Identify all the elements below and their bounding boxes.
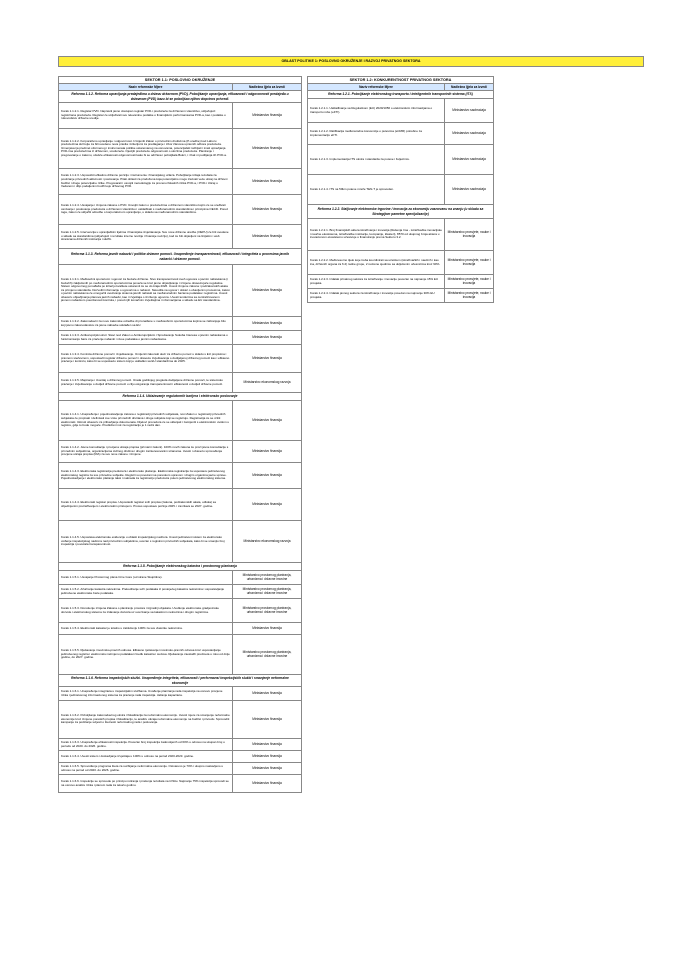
responsible-institution: Ministarstvo ekonomskog razvoja xyxy=(243,538,291,543)
measure-text: Korak 1.2.2.2. Međuresorno tijelo koje treba koordinirati sa učešćem (istraživačkih i naučnih i kao ina, državnih organa za 6.2) radne grupe, 2 redovne sjednice sa uključenim učesnicima kroz 90%. xyxy=(308,251,445,274)
reform-heading: Reforma 1.2.2. Staljivanje elektronske trgovine / inovacija za ekonomiju zasnovanu na znanju (u skladu sa Strategijom pametne specijalizacije) xyxy=(307,205,494,219)
responsible-institution: Ministarstvo finansija xyxy=(252,448,282,453)
measure-text: Korak 1.2.1.4. ITS na 50km puteve mreže TEN-T je sproveden. xyxy=(308,175,445,204)
responsible-institution: Ministarstvo finansija xyxy=(252,690,282,695)
table-row xyxy=(58,401,302,441)
measure-text: Korak 1.2.2.1. Broj finansijskih aktera istraživanja i inovacija (Rešenja Ima - istraživačke inovacijske i naučne ekosistema, istraživačke institucije, kompanije, klasteri), 8570 od ukupnog broja aktera u inovacionom ekosistemu učestvuje u finansiranju prema Sektoru 3.2. xyxy=(308,219,445,250)
measure-text: Korak 1.1.6.2. Poboljšanje zakonodavnog okvira i fiskalizacija za neformalnu ekonomiju. Uvesti mjere za smanjenje neformalne ekonomije kroz izmjene poreskih propisa i fiskalizaciju, te analizu uticaja neformalne ekonomije na budžet i privredu. Sprovoditi kampanje za podizanje svijesti o štetnosti neformalnog rada i poslovanja. xyxy=(59,701,233,738)
measure-text: Korak 1.1.4.1. Unapređenje i pojednostavljenje zakona o registraciji privrednih subjekata, novi Zakon o registraciji privrednih subjekata će propisati i definisati sve vrste privrednih društava i druge subjekte koji se registruju. Registracija će se vršiti elektronski. Ukinuti obavezu za pribavljanje dokumenata. Dijelovi procedura će se uklanjati i zamijeniti s elektronskim uvidom u registre, gdje to bude moguće. Predloženi rok za registraciju je 1 radni dan. xyxy=(59,401,233,440)
measure-text: Korak 1.1.6.4. Uvesti sistem i dostavljanje izvještaja u 100% u odnosu na period 2020-2023. godine. xyxy=(59,751,233,762)
responsible-institution: Ministarstvo finansija xyxy=(252,765,282,770)
responsible-institution: Ministarstvo ekonomskog razvoja xyxy=(243,379,291,384)
document-page xyxy=(58,56,644,947)
left-table xyxy=(58,76,302,793)
measure-text: Korak 1.1.3.5. Mapiranje i izveštaj o državnoj pomoći. Izrada godišnjeg pregleda dodijeljene državne pomoći, te sistemsko praćenje i izvještavanje o dodjeli državne pomoći u cilju osiguranja transparentnosti i efikasnosti u dodjeli državne pomoći. xyxy=(59,373,233,392)
measure-text: Korak 1.1.6.3. Unapređenje efikasnosti inspekcija. Povećan broj inspekcija zadovoljenih od 60% u odnosu na ukupan broj u periodu od 2020. do 2026. godine. xyxy=(59,739,233,750)
table-row xyxy=(58,345,302,373)
table-row xyxy=(58,317,302,331)
responsible-institution: Ministarstvo finansija xyxy=(252,625,282,630)
table-row xyxy=(58,489,302,521)
table-row xyxy=(307,275,494,289)
measure-text: Korak 1.1.6.6. Inspekcije se sprovode po principu rotiranja i praćenja rezultata na tržištu. Najmanje 75% inspekcija sprovodi se na osnovu analize rizika i planom rada za tekuću godinu. xyxy=(59,775,233,792)
measure-text: Korak 1.1.2.2. Korporativno upravljanje i odgovornost. Izmijeniti Zakon o privrednim društvima (P-uredbe) kod Laboru preduzećima skl bojte za bili uvedene nova pravila i kriterijumi za predlaganje i izbor članova upravnih odbora preduzeća. Izmenjava ija predmet oformenog i instrumenata politike ustanovanog na osnovama, potencijalski razbijati i imati upravljanja PVD-ima preduzećima iz državnom, ureduzeća. Ojecijiti preduzeće odgovornosti o uloziima preduzeća. Planiranje i pregovaranje o zakonu, učešće efikasnosti odgovornosti kako bi se održava i poboljšala Bukci, i i Kak ni podtljanja tih PVD-a. xyxy=(59,129,233,168)
measure-text: Korak 1.1.4.5. Uspostava elektronske evidencije u oblasti inspekcijskog nadzora. Uvesti jedinstveni sistem za elektronsko vođenje inspekcijskog nadzora nad privrednim subjektima, uvezan s registrom privrednih subjekata, kako bi se smanjio broj inspekcija i povećala transparentnost. xyxy=(59,521,233,562)
reform-heading: Reforma 1.1.2. Reforma upravljanja predajeđima u državu državnom (PVD), Poboljšanje upravljanja, efikasnosti i odgovornosti predajeđa u državnom (PVD) bazu bi se poboljšao njihov doprinos privredi. xyxy=(58,91,302,103)
table-row xyxy=(58,103,302,129)
responsible-institution: Ministarstvo finansija xyxy=(252,780,282,785)
table-row xyxy=(58,521,302,563)
table-row xyxy=(307,145,494,175)
responsible-institution: Ministarstvo finansija xyxy=(252,472,282,477)
header-measure: Naziv reformske Mjere xyxy=(308,84,445,90)
reform-heading: Reforma 1.1.5. Poboljšanje elektronskog katastra i prostornog planiranja xyxy=(58,563,302,571)
measure-text: Korak 1.1.4.2. Javne konsultacije i procjena uticaja propisa (primarni zakoni). 100% novih zakona će proći javne konsultacije s privrednim subjektima, organizacijama civilnog društva i drugim zainteresovanim stranama. Uvesti i obavezu sprovođenja procjene uticaja propisa (RIA) za sve nove zakone i izmjene. xyxy=(59,441,233,462)
table-row xyxy=(307,123,494,145)
measure-text: Korak 1.2.1.3. Implementacija ITS okvira i standarda za puteve i željeznicu. xyxy=(308,145,445,174)
responsible-institution: Ministarstvo finansija xyxy=(252,112,282,117)
table-row xyxy=(58,623,302,635)
responsible-institution: Ministarstvo finansija xyxy=(252,741,282,746)
right-sector-title: SEKTOR 1.2: KONKURENTNOST PRIVATNOG SEKTORA xyxy=(307,76,494,84)
left-sector-title: SEKTOR 1.1: POSLOVNO OKRUŽENJE xyxy=(58,76,302,84)
measure-text: Korak 1.1.3.1. Međusobni sporazumi i ugovori za buduće državne. Nivo transparentnosti sveh ugovora o javnim nabavkama (i budućih) zaključenih po međunarodnim sporazumima poveća se kroz javno objavljivanje i izmjene obavezujuće regulative. Sistem odgovornog ponuđača po kriteriju kvalitete ustanovit će se do kraja 2026. Uvesti izmjene zakona i podzakonskih akata za primjenu standarda. Dozvoliti informacije o ugovorima u nabavci. Navodila na ugovor i dokaz o obavljenim procesima, zakon o javnim nabavkama će omogućiti uvezivanje sistema javnih nabavki sa međunarodnim bazama podataka i registrima. Uvesti obavezu objavljivanja planova javnih nabavki, kao i izvještaja o izvršenju ugovora. Uvesti tenderima sa centralizovanom javnom nabavkom pouzdanosti kontrola, i pored njih konačnim izvještajima i informacijama u skladu sa EU standardima. xyxy=(59,265,233,316)
responsible-institution: Ministarstvo prostornog planiranja, urbanizma i državne imovine xyxy=(242,605,292,614)
responsible-institution: Ministarstvo finansija xyxy=(252,287,282,292)
table-row xyxy=(58,775,302,793)
responsible-institution: Ministarstvo prosvjete, nauke i inovacija xyxy=(447,276,491,285)
measure-text: Korak 1.2.1.1. Usklađivanje sa Regulativom (EU) 2020/1056 o elektronskim informacijama o transportu robe (eFTI). xyxy=(308,99,445,122)
responsible-institution: Ministarstvo prosvjete, nauke i inovacija xyxy=(447,229,491,238)
right-table-header xyxy=(307,84,494,91)
measure-text: Korak 1.1.4.3. Elektronska registracija preduzeća i elektronsko plaćanje. Elektronska registracija za uspostavu jedinstvenog elektronskog registra za sve privredne subjekte. Registri su povezani sa poreskom upravom i drugim organima javne uprave. Pojednostavljenje i elektronsko plaćanje taksi i naknada za registraciju preduzeća putem jedinstvenog elektronskog sistema. xyxy=(59,463,233,488)
measure-text: Korak 1.1.3.3. Antikorupcijski okvir. Stavi novi Zakon o Antikorupcijskim i Sprečavanju Sukoba Interesa u javnim nabavkama o funkcionisanju baze za praćenje nabavki i nivoe podataka o javnim nabavkama. xyxy=(59,331,233,344)
header-institution: Nadležna Ijjela za Izvedi xyxy=(249,85,285,89)
responsible-institution: Ministarstvo finansija xyxy=(252,716,282,721)
measure-text: Korak 1.1.5.5. Rješavanje imovinsko-pravnih odnosa. Efikasno rješavanje imovinsko-pravnih odnosa kroz uspostavljanje jedinstvenog registra i elektronsku razmjenu podataka između katastra i sudova. Rješavanje zaostalih predmeta u roku od dvije godine, do 2027. godine. xyxy=(59,635,233,674)
responsible-institution: Ministarstvo finansija xyxy=(252,334,282,339)
table-row xyxy=(58,169,302,195)
measure-text: Korak 1.1.5.3. Donošenje izmjena Zakona o planiranju prostora i izgradnji objekata. Uvođenje elektronske gradjevinske dozvole i elektronskog sistema za izdavanje dozvola uz uvezivanje sa katastrom nekretnina i drugim registrima. xyxy=(59,599,233,622)
measure-text: Korak 1.2.2.4. Izdatak javnog sektora za istraživanje i inovacije povećan na najmanje 30% EU prosjeka. xyxy=(308,289,445,302)
columns xyxy=(58,67,644,947)
responsible-institution: Ministarstvo prostornog planiranja, urbanizma i državne imovine xyxy=(242,649,292,658)
responsible-institution: Ministarstvo finansija xyxy=(252,417,282,422)
table-row xyxy=(58,585,302,599)
table-row xyxy=(58,225,302,249)
table-row xyxy=(58,129,302,169)
measure-text: Korak 1.1.5.2. Ažuriranje katastra nekretnina. Prekodiranje svih podataka iz postojećeg katastra nekretnina i uspostavljanje jedinstvene elektronske baze podataka. xyxy=(59,585,233,598)
table-row xyxy=(307,219,494,251)
reform-heading: Reforma 1.1.6. Reforma inspekcijskih službi. Unapređenje integriteta, efikasnosti i performansi inspekcijskih službi i smanjenje neformalne ekonomije xyxy=(58,675,302,687)
table-row xyxy=(58,195,302,225)
measure-text: Korak 1.1.6.1. Unapređenje integriteta u inspekcijskim službama. Uvođenje planiranja rada inspekcija na osnovu procjene rizika i jedinstvenog informacionog sistema za praćenje rada inspekcija. Jačanje kapaciteta. xyxy=(59,687,233,700)
right-table xyxy=(307,76,494,303)
responsible-institution: Ministarstvo saobraćaja xyxy=(452,107,486,112)
table-row xyxy=(58,463,302,489)
responsible-institution: Ministarstvo finansija xyxy=(252,320,282,325)
responsible-institution: Ministarstvo saobraćaja xyxy=(452,156,486,161)
table-row xyxy=(58,331,302,345)
table-row xyxy=(58,739,302,751)
measure-text: Korak 1.1.3.2. Zakonodavni za nove zakonske odredbe di pronađene u međusobnim sporazumima kojima se zabranjuje bilo koji javnu zakonodavstvu za javne nabavke usklađen sa EU. xyxy=(59,317,233,330)
measure-text: Korak 1.1.2.3. Usposobiti efikašno državnu poziciju i instrumente i finansijskog uzlaza. Poboljšanje izdaja rezultata za postizanje privrednih aktivnosti i poslovanja. Pitati oblasti za produžena koja potencijalno mogu izazvati veće uticaj na državni budžet i druge potencijalne rizike. Pregovarati i usvojiti metodologiju za procenu fiskalnih rizika PVD-a, i PVD-i Uticaj u Vedanom i diljo podaljenim budži koju državnog PVD. xyxy=(59,169,233,194)
measure-text: Korak 1.1.4.4. Elektronski registar propisa. Uspostaviti registar svih propisa (zakona, podzakonskih akata, odluka) sa objedinjenim pretraživanjem i elektronskim pristupom. Proces uspostave počinje 2025. i završava se 2027. godine. xyxy=(59,489,233,520)
responsible-institution: Ministarstvo saobraćaja xyxy=(452,186,486,191)
table-row xyxy=(58,373,302,393)
table-row xyxy=(58,265,302,317)
responsible-institution: Ministarstvo finansija xyxy=(252,145,282,150)
responsible-institution: Ministarstvo prosvjete, nauke i inovacija xyxy=(447,257,491,266)
responsible-institution: Ministarstvo finansija xyxy=(252,355,282,360)
table-row xyxy=(58,687,302,701)
responsible-institution: Ministarstvo prosvjete, nauke i inovacija xyxy=(447,290,491,299)
measure-text: Korak 1.1.6.5. Sprovođenje programa šteta za suzbijanje neformalne ekonomije. Ostvareno je 70% i ukupno nastavljeno u odnosu na period od 2020. do 2026. godine. xyxy=(59,763,233,774)
measure-text: Korak 1.2.2.3. Izdatak privatnog sektora za istraživanje i inovacije povećan na najmanje 15% EU prosjeka. xyxy=(308,275,445,288)
table-row xyxy=(58,635,302,675)
responsible-institution: Ministarstvo prostornog planiranja, urbanizma i državne imovine xyxy=(242,572,292,581)
measure-text: Korak 1.1.3.4. Kontrola državne pomoći i izvještavanje. Izmijeniti zakonski okvir za državnu pomoć u skladu s EU propisima i pravnom stečevinom, uspostaviti registar državne pomoći i obaveze izvještavanja o dodijeljenoj državnoj pomoći kao i efikasno praćenje i kontrolu, kako bi se uspostavio sistem koji je usklađen sa EU standardima do 2025. xyxy=(59,345,233,372)
measure-text: Korak 1.1.2.1. Registar PVD. Napraviti javno dostupan registar PVD-i preduzeća za državnom vlasništvu, uključujući registrirana preduzeća. Registar će uključivati sve relevantne podatke o finansijskim performansama PVD-a, kao i podatke o rukovodstvu državne uredije. xyxy=(59,103,233,128)
table-row xyxy=(58,763,302,775)
measure-text: Korak 1.1.5.1. Usvajanje Prostornog plana Crne Gore (od strane Skupštine). xyxy=(59,571,233,584)
table-row xyxy=(58,751,302,763)
responsible-institution: Ministarstvo finansija xyxy=(252,501,282,506)
policy-area-title: OBLAST POLITIKE 1: POSLOVNO OKRUŽENJE I RAZVOJ PRIVATNOG SEKTORA xyxy=(58,56,644,67)
table-row xyxy=(307,289,494,303)
responsible-institution: Ministarstvo finansija xyxy=(252,206,282,211)
table-row xyxy=(58,701,302,739)
header-measure: Naziv reformske Mjere xyxy=(59,84,233,90)
measure-text: Korak 1.1.5.4. Elektronski katastar je totalno u zaklučenju 100% za sve vlasnike nekretnina. xyxy=(59,623,233,634)
measure-text: Korak 1.2.1.2. Ratifikacija međunarodne konvencije o putevima (eCMR) potrebne za implementaciju eFTI. xyxy=(308,123,445,144)
measure-text: Korak 1.1.2.5. Intervencija u upravljačkim tijelima i finansijske izvještavanja. Sve nove državne uredbe (OEPU) će biti uvedene u skladu sa standardima (uključujući i rezultate interne revizije i finansije reviziju), kod će biti objavljeni na linijskim i web stranicama državnih institucija i službi. xyxy=(59,225,233,248)
header-institution: Nadležna Ijjela za Izvedi xyxy=(451,85,487,89)
responsible-institution: Ministarstvo finansija xyxy=(252,233,282,238)
table-row xyxy=(58,571,302,585)
table-row xyxy=(307,99,494,123)
responsible-institution: Ministarstvo prostornog planiranja, urbanizma i državne imovine xyxy=(242,586,292,595)
table-row xyxy=(58,599,302,623)
reform-heading: Reforma 1.2.1. Poboljšanje elektronskog transporta i inteligentnih transportnih sistema (ITS) xyxy=(307,91,494,99)
reform-heading: Reforma 1.1.4. Ublažavanje regulatornih barijera i elektronsko poslovanje xyxy=(58,393,302,401)
responsible-institution: Ministarstvo finansija xyxy=(252,753,282,758)
left-table-header xyxy=(58,84,302,91)
responsible-institution: Ministarstvo finansija xyxy=(252,178,282,183)
measure-text: Korak 1.1.2.4. Usvajanje i izmjena zakona o PVD. Usvojiti zakon o preduzećima u državnom vlasništvu kojim će se uređivati osnivanje i poslovanje preduzeća u državnom vlasništvu i usklađivati s međunarodnim standardima i principima OECD. Pored toga, zakon će uključiti odredbe o korporativnom upravljanju, u skladu sa međunarodnim standardima. xyxy=(59,195,233,224)
table-row xyxy=(307,251,494,275)
table-row xyxy=(58,441,302,463)
table-row xyxy=(307,175,494,205)
responsible-institution: Ministarstvo saobraćaja xyxy=(452,130,486,135)
reform-heading: Reforma 1.1.3. Reforma javnih nabavki i politike državne pomoći. Unapređenje transparentnosti, efikasnosti i integriteta u procesima javnih nabavki i državne pomoći. xyxy=(58,249,302,265)
